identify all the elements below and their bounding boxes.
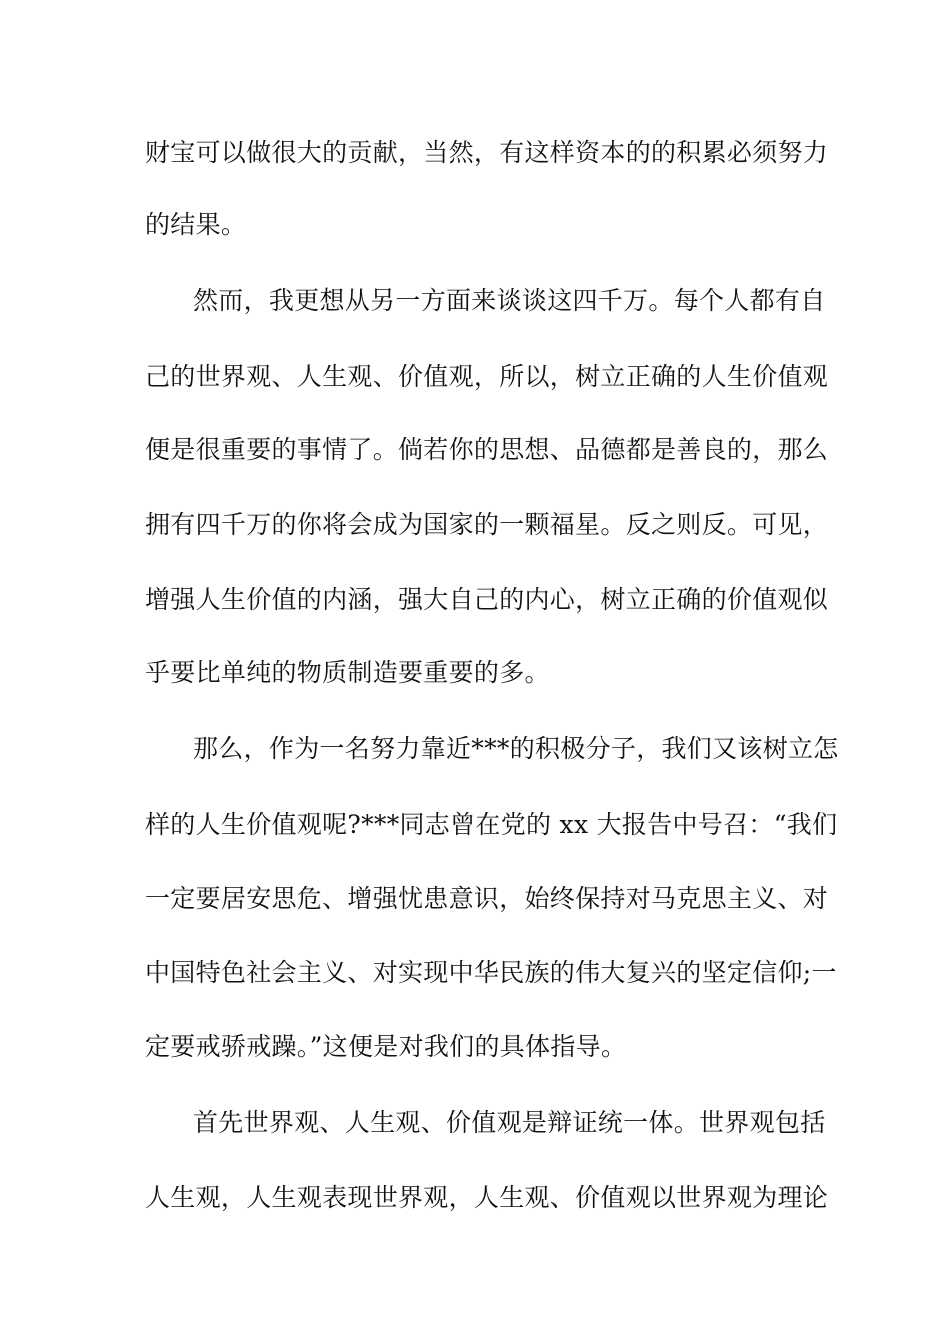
text-line: 一定要居安思危、增强忧患意识，始终保持对马克思主义、对 [145, 884, 829, 913]
paragraph-start-line: 首先世界观、人生观、价值观是辩证统一体。世界观包括 [193, 1108, 826, 1137]
text-line: 定要戒骄戒躁。”这便是对我们的具体指导。 [145, 1032, 627, 1061]
text-line: 便是很重要的事情了。倘若你的思想、品德都是善良的，那么 [145, 435, 829, 464]
paragraph-start-line: 然而，我更想从另一方面来谈谈这四千万。每个人都有自 [193, 286, 826, 315]
text-line: 样的人生价值观呢?***同志曾在党的 xx 大报告中号召：“我们 [145, 810, 838, 839]
text-line: 拥有四千万的你将会成为国家的一颗福星。反之则反。可见， [145, 510, 829, 539]
text-line: 增强人生价值的内涵，强大自己的内心，树立正确的价值观似 [145, 585, 829, 614]
text-line: 己的世界观、人生观、价值观，所以，树立正确的人生价值观 [145, 362, 829, 391]
text-line: 中国特色社会主义、对实现中华民族的伟大复兴的坚定信仰;一 [145, 958, 837, 987]
paragraph-start-line: 那么，作为一名努力靠近***的积极分子，我们又该树立怎 [193, 734, 839, 763]
text-line: 乎要比单纯的物质制造要重要的多。 [145, 658, 550, 687]
text-line: 的结果。 [145, 210, 247, 239]
text-line: 财宝可以做很大的贡献，当然，有这样资本的的积累必须努力 [145, 138, 829, 167]
text-line: 人生观，人生观表现世界观，人生观、价值观以世界观为理论 [145, 1183, 829, 1212]
